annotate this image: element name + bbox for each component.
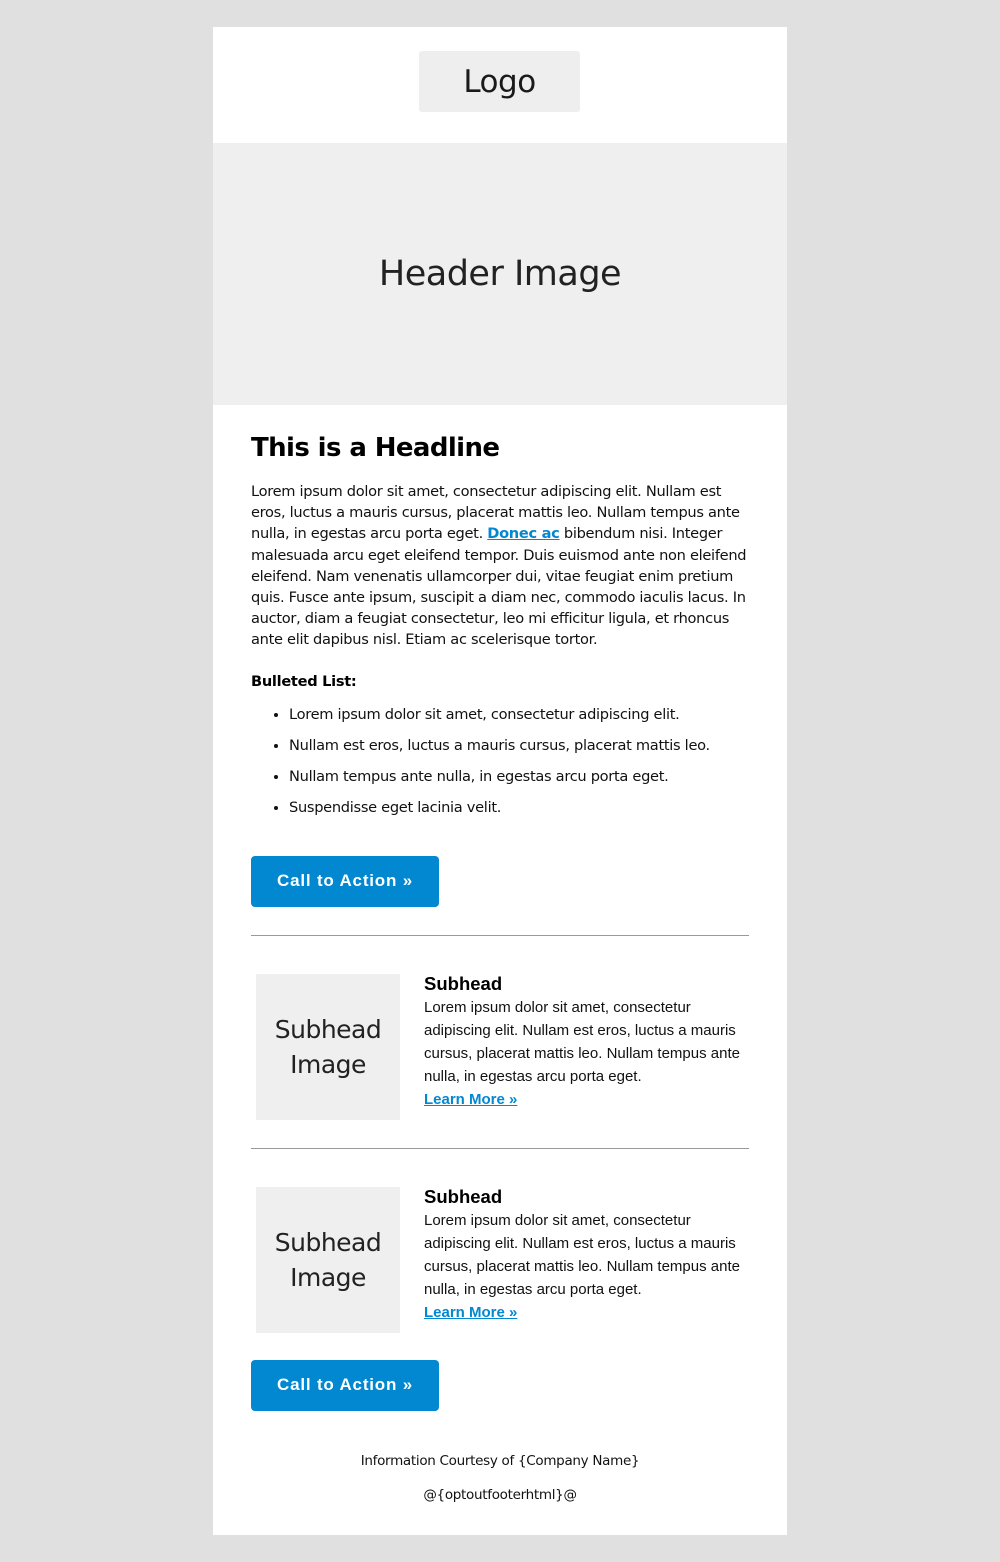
headline: This is a Headline — [251, 433, 500, 463]
subhead: Subhead — [424, 1185, 503, 1207]
feature-block — [251, 974, 749, 1120]
divider — [251, 935, 749, 936]
subhead-image-label-line2: Image — [290, 1049, 366, 1079]
subhead-image — [256, 974, 400, 1120]
email-container — [213, 27, 787, 1535]
footer-company: Information Courtesy of {Company Name} — [360, 1452, 640, 1469]
footer-optout[interactable]: @{optoutfooterhtml}@ — [423, 1486, 577, 1503]
subhead-image-label-line1: Subhead — [274, 1014, 382, 1044]
body-paragraph — [251, 481, 749, 651]
subhead-image-label-line2: Image — [290, 1262, 366, 1292]
divider — [251, 1148, 749, 1149]
list-item: • Nullam tempus ante nulla, in egestas arcu porta eget. — [289, 766, 749, 787]
body-text-start: Lorem ipsum dolor sit amet, consectetur adipiscing elit. Nullam est eros, luctus a mauris cursus, placerat mattis leo. Nullam tempus ante nulla, in egestas arcu porta eget. — [251, 483, 740, 543]
feature-text — [424, 972, 749, 1120]
learn-more-link[interactable]: Learn More » — [424, 1090, 518, 1108]
list-title: Bulleted List: — [251, 672, 357, 690]
subhead: Subhead — [424, 972, 503, 994]
subhead-image-label-line1: Subhead — [274, 1227, 382, 1257]
list-item: • Nullam est eros, luctus a mauris cursus, placerat mattis leo. — [289, 735, 749, 756]
header-image: Header Image — [213, 143, 787, 405]
content — [213, 433, 787, 1503]
call-to-action-button[interactable]: Call to Action » — [251, 856, 439, 907]
feature-body: Lorem ipsum dolor sit amet, consectetur adipiscing elit. Nullam est eros, luctus a mauris cursus, placerat mattis leo. Nullam tempus ante nulla, in egestas arcu porta eget. — [424, 1211, 740, 1298]
subhead-image — [256, 1187, 400, 1333]
bulleted-list — [251, 704, 749, 818]
list-item: • Suspendisse eget lacinia velit. — [289, 797, 749, 818]
logo-area — [213, 27, 787, 143]
list-item: • Lorem ipsum dolor sit amet, consectetur adipiscing elit. — [289, 704, 749, 725]
logo[interactable]: Logo — [419, 51, 580, 112]
inline-link[interactable]: Donec ac — [487, 525, 560, 543]
body-text-end: bibendum nisi. Integer malesuada arcu eget eleifend tempor. Duis euismod ante non eleifend eleifend. Nam venenatis ullamcorper dui, vitae feugiat enim pretium quis. Fusce ante ipsum, suscipit a diam nec, commodo iaculis lacus. In auctor, diam a feugiat consectetur, leo mi efficitur ligula, et rhoncus ante elit dapibus nisl. Etiam ac scelerisque tortor. — [251, 525, 747, 649]
learn-more-link[interactable]: Learn More » — [424, 1303, 518, 1321]
call-to-action-button[interactable]: Call to Action » — [251, 1360, 439, 1411]
feature-body: Lorem ipsum dolor sit amet, consectetur adipiscing elit. Nullam est eros, luctus a mauris cursus, placerat mattis leo. Nullam tempus ante nulla, in egestas arcu porta eget. — [424, 998, 740, 1085]
feature-block — [251, 1187, 749, 1333]
feature-text — [424, 1185, 749, 1333]
